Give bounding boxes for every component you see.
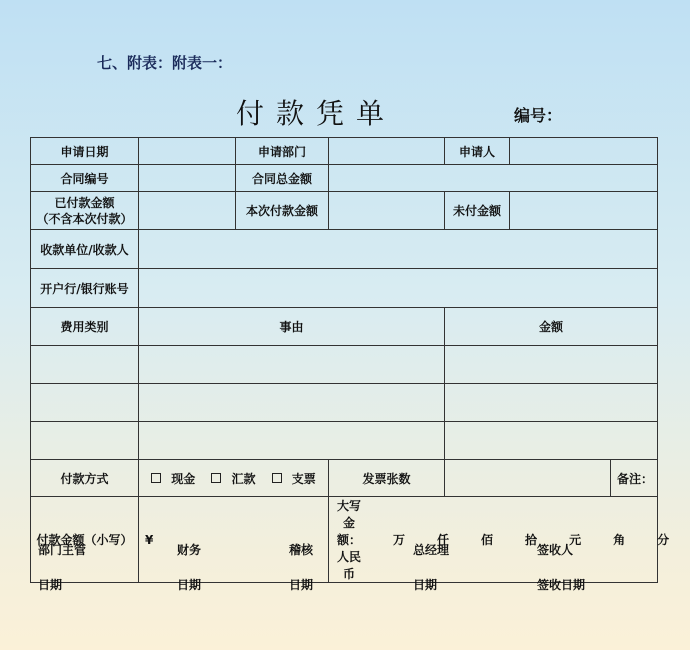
- yen-symbol: ¥: [145, 532, 154, 547]
- paid-amount-field[interactable]: [139, 192, 236, 230]
- current-amount-field[interactable]: [329, 192, 445, 230]
- expense-row: [31, 384, 658, 422]
- amount-small-label: 付款金额（小写）: [31, 497, 139, 583]
- general-manager-label: 总经理: [413, 543, 450, 557]
- unit-jiao: 角: [613, 533, 626, 547]
- bank-account-label: 开户行/银行账号: [31, 269, 139, 308]
- applicant-label: 申请人: [445, 138, 510, 165]
- paid-amount-label: [31, 192, 139, 230]
- expense-type-header: 费用类别: [31, 308, 139, 346]
- unit-bai: 佰: [481, 533, 494, 547]
- reason-cell[interactable]: [139, 422, 445, 460]
- reason-cell[interactable]: [139, 384, 445, 422]
- apply-date-field[interactable]: [139, 138, 236, 165]
- remark-label: 备注：: [611, 460, 658, 497]
- receiver-label: 签收人: [537, 543, 574, 557]
- expense-type-cell[interactable]: [31, 422, 139, 460]
- amount-header: 金额: [445, 308, 658, 346]
- amount-small-field[interactable]: [139, 497, 329, 583]
- cheque-label: 支票: [291, 471, 316, 486]
- cheque-checkbox[interactable]: [272, 473, 282, 483]
- reason-cell[interactable]: [139, 346, 445, 384]
- date-label: 日期: [38, 578, 63, 592]
- amount-caps-label: 大写金额：人民币: [337, 499, 362, 581]
- contract-no-label: 合同编号: [31, 165, 139, 192]
- finance-label: 财务: [177, 543, 202, 557]
- audit-label: 稽核: [289, 543, 314, 557]
- cash-label: 现金: [171, 471, 196, 486]
- contract-total-field[interactable]: [329, 165, 658, 192]
- invoice-count-field[interactable]: [445, 460, 611, 497]
- cash-checkbox[interactable]: [151, 473, 161, 483]
- unit-fen: 分: [657, 533, 670, 547]
- bank-account-field[interactable]: [139, 269, 658, 308]
- transfer-checkbox[interactable]: [211, 473, 221, 483]
- expense-row: [31, 422, 658, 460]
- unpaid-amount-field[interactable]: [510, 192, 658, 230]
- invoice-count-label: 发票张数: [329, 460, 445, 497]
- apply-date-label: 申请日期: [31, 138, 139, 165]
- reason-header: 事由: [139, 308, 445, 346]
- unit-qian: 仟: [437, 533, 450, 547]
- apply-dept-label: 申请部门: [236, 138, 329, 165]
- expense-type-cell[interactable]: [31, 384, 139, 422]
- pay-method-label: 付款方式: [31, 460, 139, 497]
- unit-shi: 拾: [525, 533, 538, 547]
- unpaid-amount-label: 未付金额: [445, 192, 510, 230]
- document-number-label: 编号：: [514, 106, 563, 125]
- amount-cell[interactable]: [445, 422, 658, 460]
- document-title: 付款凭单: [236, 97, 397, 130]
- unit-yuan: 元: [569, 533, 582, 547]
- expense-row: [31, 346, 658, 384]
- dept-head-label: 部门主管: [38, 543, 87, 557]
- pay-method-options: [139, 460, 329, 497]
- paid-amount-label-line1: 已付款金额: [54, 195, 115, 210]
- unit-wan: 万: [393, 533, 406, 547]
- date-label: 日期: [289, 578, 314, 592]
- paid-amount-label-line2: （不含本次付款）: [36, 211, 133, 226]
- expense-type-cell[interactable]: [31, 346, 139, 384]
- amount-caps-field[interactable]: [329, 497, 670, 583]
- date-label: 日期: [177, 578, 202, 592]
- apply-dept-field[interactable]: [329, 138, 445, 165]
- contract-no-field[interactable]: [139, 165, 236, 192]
- current-amount-label: 本次付款金额: [236, 192, 329, 230]
- date-label: 日期: [413, 578, 438, 592]
- applicant-field[interactable]: [510, 138, 658, 165]
- payee-label: 收款单位/收款人: [31, 230, 139, 269]
- amount-cell[interactable]: [445, 346, 658, 384]
- transfer-label: 汇款: [231, 471, 256, 486]
- contract-total-label: 合同总金额: [236, 165, 329, 192]
- receipt-date-label: 签收日期: [537, 578, 586, 592]
- payment-voucher-table: [30, 137, 670, 583]
- amount-cell[interactable]: [445, 384, 658, 422]
- section-title: 七、附表：附表一：: [97, 54, 233, 72]
- payee-field[interactable]: [139, 230, 658, 269]
